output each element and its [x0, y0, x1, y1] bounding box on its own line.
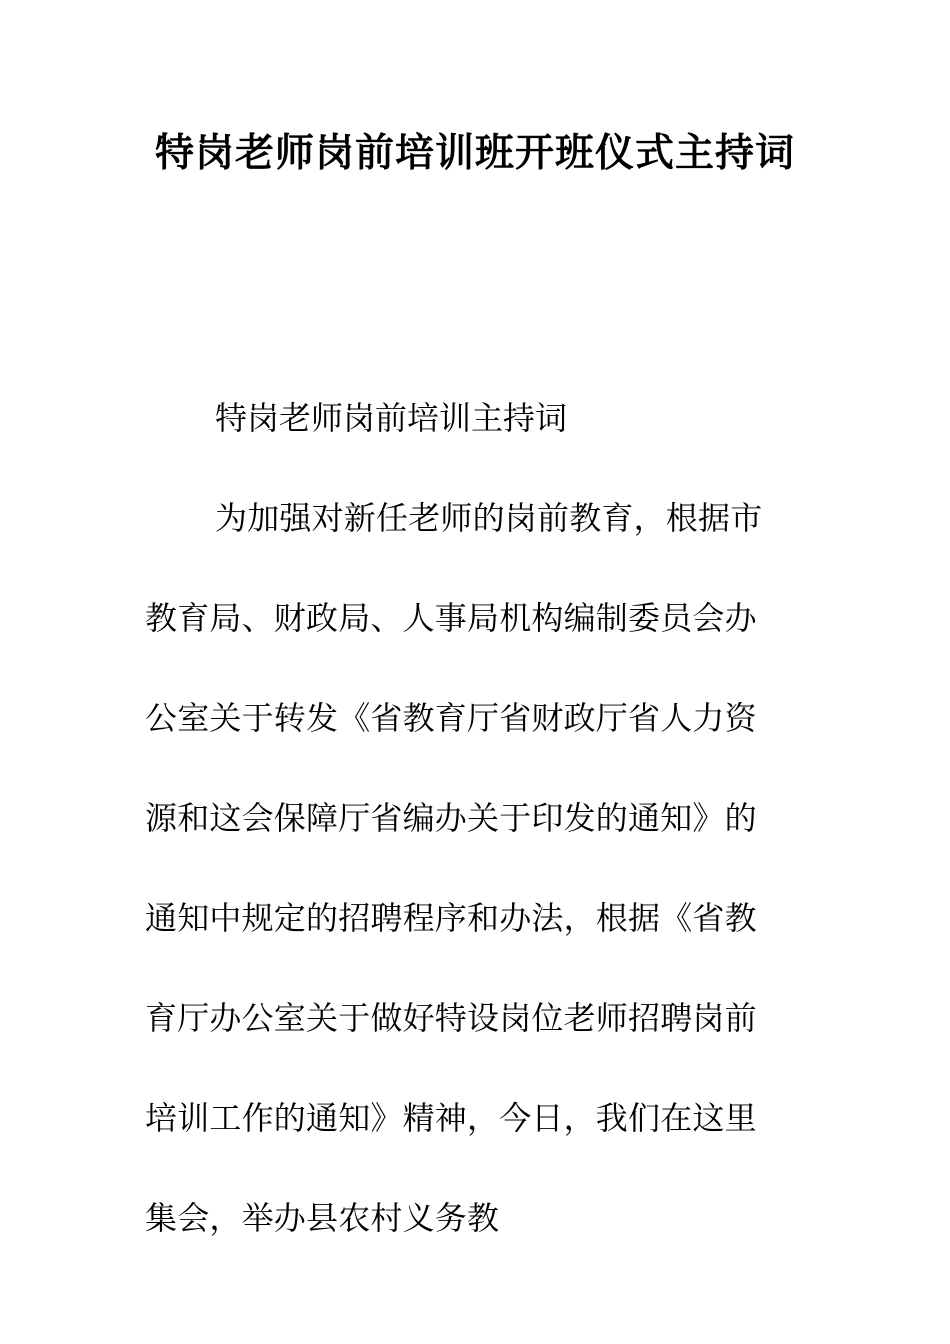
document-body — [145, 368, 785, 1268]
document-subtitle: 特岗老师岗前培训主持词 — [215, 399, 568, 437]
body-paragraph: 为加强对新任老师的岗前教育，根据市教育局、财政局、人事局机构编制委员会办公室关于转发《省教育厅省财政厅省人力资源和这会保障厅省编办关于印发的通知》的通知中规定的招聘程序和办法，根据《省教育厅办公室关于做好特设岗位老师招聘岗前培训工作的通知》精神，今日，我们在这里集会，举办县农村义务教 — [145, 499, 763, 1237]
document-title: 特岗老师岗前培训班开班仪式主持词 — [154, 131, 795, 176]
